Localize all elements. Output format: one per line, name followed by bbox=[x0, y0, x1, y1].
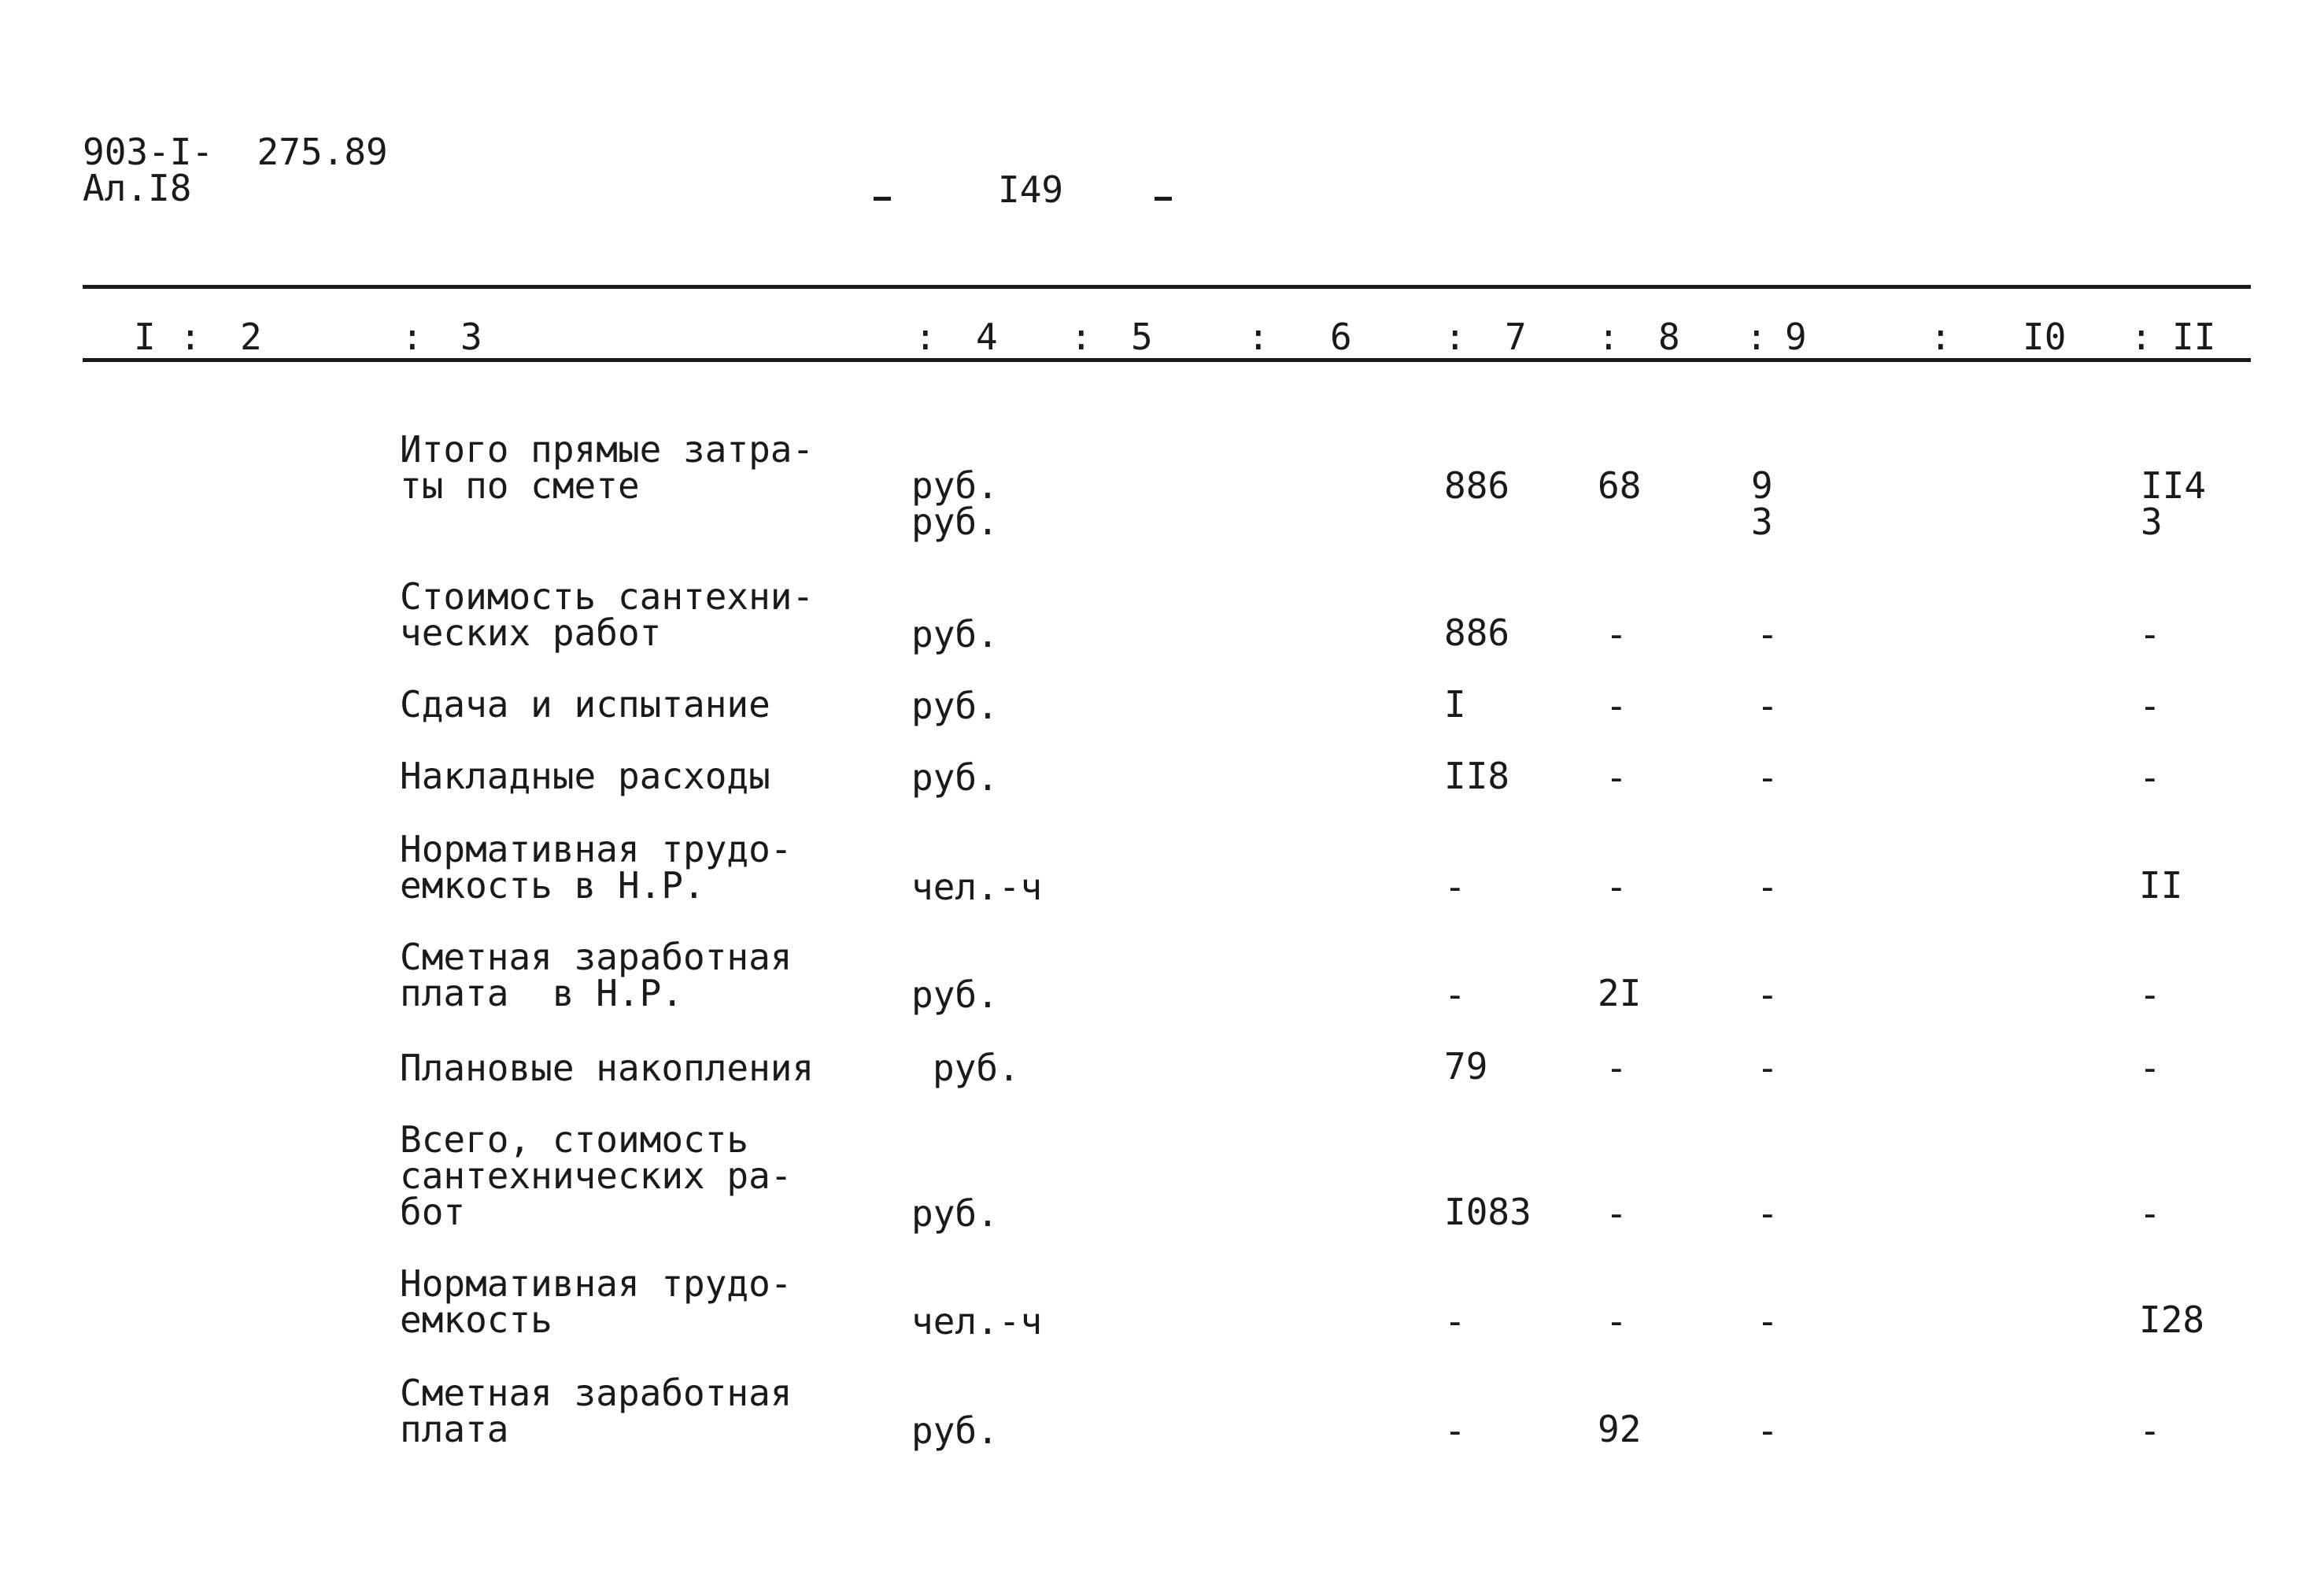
column-separator: : bbox=[1746, 316, 1768, 358]
row-unit: руб. bbox=[911, 501, 999, 543]
cell-col8: - bbox=[1605, 613, 1628, 656]
row-label: Сметная заработная bbox=[400, 1372, 793, 1414]
sheet-number: Ал.I8 bbox=[83, 167, 192, 209]
row-label: ческих работ bbox=[400, 611, 662, 654]
cell-col11: - bbox=[2139, 685, 2161, 727]
page-dash-right bbox=[1155, 197, 1172, 201]
column-header-8: 8 bbox=[1658, 316, 1680, 358]
column-header-5: 5 bbox=[1131, 316, 1153, 358]
column-separator: : bbox=[401, 316, 423, 358]
cell-col7: - bbox=[1444, 866, 1466, 908]
cell-col9: - bbox=[1757, 756, 1779, 799]
row-unit: руб. bbox=[911, 973, 999, 1016]
cell-col11: I28 bbox=[2139, 1298, 2205, 1341]
cell-col7: - bbox=[1444, 973, 1466, 1016]
cell-col9: - bbox=[1757, 1300, 1779, 1343]
row-unit: руб. bbox=[911, 613, 999, 656]
cell-col9: 9 bbox=[1751, 464, 1773, 507]
row-label: Сметная заработная bbox=[400, 936, 793, 978]
cell-col7: 886 bbox=[1444, 611, 1510, 654]
row-label: Нормативная трудо- bbox=[400, 1262, 793, 1305]
row-label: емкость в Н.Р. bbox=[400, 864, 705, 907]
row-label: бот bbox=[400, 1191, 466, 1233]
cell-col11: - bbox=[2139, 613, 2161, 656]
cell-col8: - bbox=[1605, 866, 1628, 908]
row-unit: руб. bbox=[911, 464, 999, 507]
cell-col8: - bbox=[1605, 1192, 1628, 1235]
column-separator: : bbox=[1444, 316, 1466, 358]
row-label: плата в Н.Р. bbox=[400, 972, 684, 1014]
table-top-rule bbox=[83, 285, 2251, 289]
cell-col7: 79 bbox=[1444, 1045, 1488, 1088]
cell-col11: - bbox=[2139, 1409, 2161, 1452]
cell-col8: 92 bbox=[1598, 1408, 1642, 1450]
column-header-7: 7 bbox=[1505, 316, 1527, 358]
cell-col9: - bbox=[1757, 1409, 1779, 1452]
column-header-9: 9 bbox=[1785, 316, 1807, 358]
cell-col8: - bbox=[1605, 1047, 1628, 1089]
column-header-11: II bbox=[2172, 316, 2216, 358]
column-separator: : bbox=[1070, 316, 1092, 358]
row-label: Всего, стоимость bbox=[400, 1118, 749, 1161]
column-separator: : bbox=[914, 316, 937, 358]
column-header-4: 4 bbox=[976, 316, 998, 358]
table-header-rule bbox=[83, 358, 2251, 362]
column-separator: : bbox=[179, 316, 201, 358]
column-header-10: I0 bbox=[2023, 316, 2067, 358]
row-unit: руб. bbox=[911, 685, 999, 727]
cell-col9: 3 bbox=[1751, 501, 1773, 543]
row-unit: руб. bbox=[911, 756, 999, 799]
row-label: Плановые накопления bbox=[400, 1047, 815, 1089]
cell-col9: - bbox=[1757, 1047, 1779, 1089]
cell-col7: I083 bbox=[1444, 1191, 1531, 1233]
cell-col9: - bbox=[1757, 685, 1779, 727]
cell-col8: - bbox=[1605, 685, 1628, 727]
column-separator: : bbox=[1247, 316, 1269, 358]
cell-col7: - bbox=[1444, 1409, 1466, 1452]
cell-col7: 886 bbox=[1444, 464, 1510, 507]
row-label: Итого прямые затра- bbox=[400, 428, 815, 471]
column-separator: : bbox=[1598, 316, 1620, 358]
cell-col11: II4 bbox=[2141, 464, 2207, 507]
cell-col8: 2I bbox=[1598, 972, 1642, 1014]
row-label: плата bbox=[400, 1408, 509, 1450]
page-dash-left bbox=[874, 197, 891, 201]
cell-col7: II8 bbox=[1444, 755, 1510, 797]
row-unit: чел.-ч bbox=[911, 1300, 1043, 1343]
cell-col11: - bbox=[2139, 1047, 2161, 1089]
row-label: ты по смете bbox=[400, 464, 640, 507]
column-header-1: I bbox=[134, 316, 156, 358]
cell-col11: II bbox=[2139, 864, 2183, 907]
column-header-3: 3 bbox=[460, 316, 482, 358]
cell-col11: - bbox=[2139, 973, 2161, 1016]
column-separator: : bbox=[1930, 316, 1952, 358]
row-label: Стоимость сантехни- bbox=[400, 575, 815, 618]
cell-col11: - bbox=[2139, 1192, 2161, 1235]
column-separator: : bbox=[2130, 316, 2152, 358]
cell-col11: - bbox=[2139, 756, 2161, 799]
row-unit: руб. bbox=[933, 1047, 1020, 1089]
cell-col7: - bbox=[1444, 1300, 1466, 1343]
cell-col8: - bbox=[1605, 1300, 1628, 1343]
cell-col8: - bbox=[1605, 756, 1628, 799]
cell-col8: 68 bbox=[1598, 464, 1642, 507]
cell-col9: - bbox=[1757, 866, 1779, 908]
row-unit: руб. bbox=[911, 1192, 999, 1235]
row-label: емкость bbox=[400, 1298, 552, 1341]
cell-col9: - bbox=[1757, 1192, 1779, 1235]
cell-col9: - bbox=[1757, 973, 1779, 1016]
page-number: I49 bbox=[998, 168, 1064, 211]
column-header-2: 2 bbox=[240, 316, 262, 358]
document-code: 903-I- 275.89 bbox=[83, 131, 388, 173]
row-label: Сдача и испытание bbox=[400, 683, 770, 726]
column-header-6: 6 bbox=[1330, 316, 1352, 358]
cell-col11: 3 bbox=[2141, 501, 2163, 543]
row-label: Накладные расходы bbox=[400, 755, 770, 797]
row-unit: руб. bbox=[911, 1409, 999, 1452]
row-label: Нормативная трудо- bbox=[400, 828, 793, 870]
cell-col7: I bbox=[1444, 683, 1466, 726]
row-unit: чел.-ч bbox=[911, 866, 1043, 908]
row-label: сантехнических ра- bbox=[400, 1154, 793, 1197]
cell-col9: - bbox=[1757, 613, 1779, 656]
